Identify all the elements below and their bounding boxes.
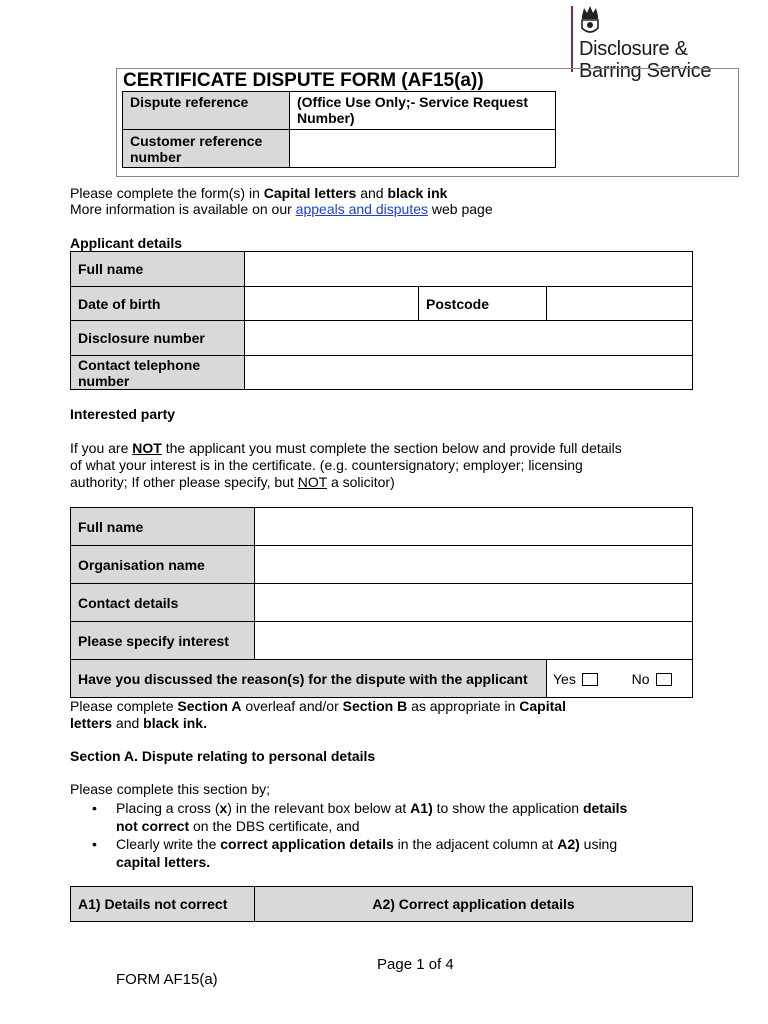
- discussed-question: Have you discussed the reason(s) for the dispute with the applicant: [71, 660, 547, 698]
- after-line-2: letters and black ink.: [70, 715, 207, 731]
- instruction-2: • Clearly write the correct application details in the adjacent column at A2) using capital letters.: [92, 836, 618, 870]
- interested-table: [70, 507, 693, 698]
- intro-line-2: More information is available on our appeals and disputes web page: [70, 201, 493, 217]
- no-label: No: [631, 670, 650, 687]
- appeals-disputes-link[interactable]: appeals and disputes: [295, 201, 428, 217]
- applicant-full-name-field[interactable]: [245, 252, 693, 287]
- customer-reference-field[interactable]: [290, 130, 556, 168]
- postcode-label: Postcode: [419, 287, 547, 321]
- contact-details-field[interactable]: [255, 584, 693, 622]
- instruction-1: • Placing a cross (x) in the relevant box below at A1) to show the application details not correct on the DBS certificate, and: [92, 800, 628, 834]
- col-correct-details: A2) Correct application details: [255, 887, 693, 922]
- interested-para-line-2: of what your interest is in the certificate. (e.g. countersignatory; employer; licensing: [70, 457, 583, 473]
- specify-interest-field[interactable]: [255, 622, 693, 660]
- interested-heading: Interested party: [70, 406, 176, 422]
- dob-field[interactable]: [245, 287, 419, 321]
- ip-full-name-field[interactable]: [255, 508, 693, 546]
- section-a-heading: Section A. Dispute relating to personal details: [70, 748, 376, 764]
- contact-phone-label: Contact telephone number: [71, 356, 245, 390]
- section-a-instructions: [70, 799, 710, 871]
- yes-label: Yes: [553, 670, 576, 687]
- logo-line-1: Disclosure &: [579, 38, 688, 60]
- applicant-heading: Applicant details: [70, 235, 183, 251]
- yes-no-cell: [547, 660, 693, 698]
- reference-table: [122, 91, 556, 168]
- organisation-label: Organisation name: [71, 546, 255, 584]
- disclosure-number-label: Disclosure number: [71, 321, 245, 356]
- form-code: FORM AF15(a): [116, 971, 218, 988]
- col-details-not-correct: A1) Details not correct: [71, 887, 255, 922]
- logo-line-2: Barring Service: [579, 60, 712, 82]
- no-checkbox[interactable]: [656, 673, 672, 686]
- dob-label: Date of birth: [71, 287, 245, 321]
- dispute-reference-label: Dispute reference: [123, 92, 290, 130]
- postcode-field[interactable]: [547, 287, 693, 321]
- intro-line-1: Please complete the form(s) in Capital letters and black ink: [70, 185, 448, 201]
- applicant-full-name-label: Full name: [71, 252, 245, 287]
- office-use-note: (Office Use Only;- Service Request Number): [290, 92, 556, 130]
- contact-phone-field[interactable]: [245, 356, 693, 390]
- logo-wordmark: [579, 38, 712, 82]
- after-line-1: Please complete Section A overleaf and/or Section B as appropriate in Capital: [70, 698, 566, 714]
- interested-para-line-1: If you are NOT the applicant you must complete the section below and provide full details: [70, 440, 622, 456]
- crown-crest-icon: [577, 4, 603, 38]
- yes-checkbox[interactable]: [582, 673, 598, 686]
- page-number: Page 1 of 4: [377, 956, 454, 973]
- form-title: CERTIFICATE DISPUTE FORM (AF15(a)): [123, 70, 484, 91]
- organisation-field[interactable]: [255, 546, 693, 584]
- interested-para-line-3: authority; If other please specify, but NOT a solicitor): [70, 474, 395, 490]
- specify-interest-label: Please specify interest: [71, 622, 255, 660]
- section-a-table: [70, 886, 693, 922]
- disclosure-number-field[interactable]: [245, 321, 693, 356]
- logo-accent-bar: [571, 6, 573, 72]
- bullet-icon: •: [92, 836, 97, 852]
- bullet-icon: •: [92, 800, 97, 816]
- section-a-intro: Please complete this section by;: [70, 781, 270, 797]
- ip-full-name-label: Full name: [71, 508, 255, 546]
- contact-details-label: Contact details: [71, 584, 255, 622]
- applicant-table: [70, 251, 693, 390]
- customer-reference-label: Customer reference number: [123, 130, 290, 168]
